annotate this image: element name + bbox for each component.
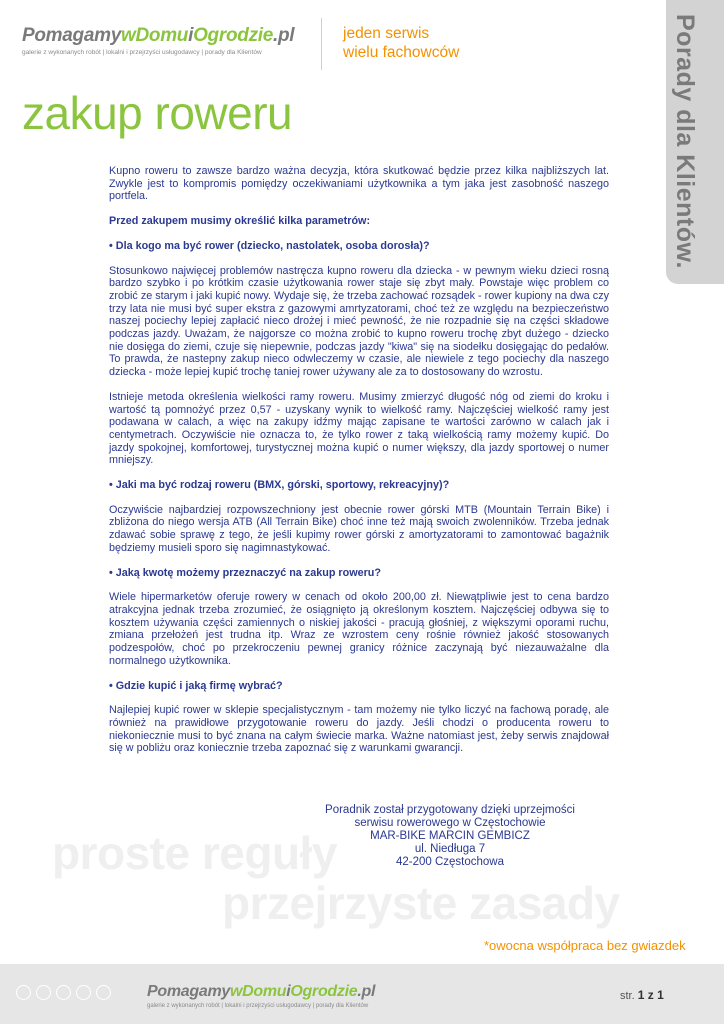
article-body <box>109 165 609 767</box>
paragraph-shop: Najlepiej kupić rower w sklepie specjalistycznym - tam możemy nie tylko liczyć na fachową poradę, ale również na prawidłowe przygotowanie roweru do jazdy. Jeśli chodzi o producenta roweru to niekoniecznie musi to być znana na całym świecie marka. Ważne natomiast jest, żeby serwis znajdował się w pobliżu oraz koniecznie trzeba zapoznać się z warunkami gwarancji. <box>109 704 609 755</box>
closing-line-4: ul. Niedługa 7 <box>414 843 486 855</box>
paragraph-parameters: Przed zakupem musimy określić kilka parametrów: <box>109 215 371 228</box>
page-title: zakup roweru <box>22 87 293 139</box>
header-divider <box>321 18 322 70</box>
closing-line-1: Poradnik został przygotowany dzięki uprzejmości <box>325 804 575 816</box>
slogan-line-2: wielu fachowców <box>343 44 460 61</box>
page-label: str. <box>620 990 635 1002</box>
page-value: 1 z 1 <box>637 988 664 1002</box>
closing-line-3: MAR-BIKE MARCIN GEMBICZ <box>370 830 530 842</box>
paragraph-price: Wiele hipermarketów oferuje rowery w cenach od około 200,00 zł. Niewątpliwie jest to cena bardzo atrakcyjna jednak trzeba zrozumieć, że osiągnięto ją określonym kosztem. Najczęściej odbywa się to kosztem używania części zamiennych o niskiej jakości - pracują głośniej, z większymi oporami ruchu, zmiana przełożeń jest trudna itp. Wraz ze wzrostem ceny rośnie również jakość stosowanych podzespołów, choć po przekroczeniu pewnej granicy różnice zaczynają być niezauważalne dla normalnego użytkownika. <box>109 591 609 667</box>
footer-logo-tagline: galerie z wykonanych robót | lokalni i przejrzyści usługodawcy | porady dla Klientów <box>147 1003 369 1009</box>
slogan-line-1: jeden serwis <box>343 25 430 42</box>
paragraph-children: Stosunkowo najwięcej problemów nastręcza kupno roweru dla dziecka - w pewnym wieku dzieci rosną bardzo szybko i po krótkim czasie użytkowania rower staje się zbyt mały. Powstaje więc problem co zrobić ze starym i jaki kupić nowy. Wydaje się, że trzeba zachować rozsądek - rower kupiony na dwa czy trzy lata nie musi być super ekstra z gazowymi amrtyzatorami, choć też ze względu na bezpieczeństwo naszej pociechy lepiej zapłacić nieco drożej i mieć pewność, że nie rozpadnie się na części składowe podczas jazdy. Uważam, że najgorsze co można zrobić to kupno roweru trochę zbyt dużego - dziecko nie dosięga do ziemi, czuje się niepewnie, podczas jazdy "kiwa" się na siodełku dosięgając do pedałów. To prawda, że nastepny zakup nieco odwleczemy w czasie, ale niewiele z tego pociechy dla naszego dziecka - może lepiej kupić trochę taniej rower używany ale za to dostosowany do wzrostu. <box>109 264 609 379</box>
logo-wordmark: PomagamywDomuiOgrodzie.pl <box>22 25 295 46</box>
side-tab <box>666 0 724 284</box>
bullet-who: • Dla kogo ma być rower (dziecko, nastolatek, osoba dorosła)? <box>109 240 609 253</box>
house-icon <box>56 985 71 1000</box>
paragraph-mtb: Oczywiście najbardziej rozpowszechniony jest obecnie rower górski MTB (Mountain Terrain Bike) i zbliżona do niego wersja ATB (All Terrain Bike) choć inne też mają swoich zwolenników. Trzeba jednak zdawać sobie sprawę z tego, że jeśli kupimy rower górski z amortyzatorami to zamontować bagażnik będziemy musieli sporo się nagimnastykować. <box>109 503 609 554</box>
side-tab-label: Porady dla Klientów. <box>671 14 699 269</box>
footer-logo-wordmark: PomagamywDomuiOgrodzie.pl <box>147 983 376 1000</box>
watermark-line-1: proste reguły <box>52 827 337 879</box>
footer-note: *owocna współpraca bez gwiazdek <box>484 938 686 953</box>
paragraph-intro: Kupno roweru to zawsze bardzo ważna decyzja, która skutkować będzie przez kilka najbliższych lat. Zwykle jest to kompromis pomiędzy oczekiwaniami użytkownika a tym jaka jest zasobność naszego portfela. <box>109 165 609 203</box>
plant-icon <box>76 985 91 1000</box>
bullet-where: • Gdzie kupić i jaką firmę wybrać? <box>109 680 609 693</box>
bullet-budget: • Jaką kwotę możemy przeznaczyć na zakup roweru? <box>109 567 609 580</box>
watermark-line-2: przejrzyste zasady <box>222 877 620 929</box>
header-logo[interactable] <box>22 25 294 56</box>
footer-logo[interactable] <box>147 983 375 1009</box>
logo-tagline: galerie z wykonanych robót | lokalni i przejrzyści usługodawcy | porady dla Klientów <box>22 49 262 56</box>
header-slogan <box>343 24 459 62</box>
page-number <box>620 988 664 1002</box>
closing-line-2: serwisu rowerowego w Częstochowie <box>354 817 546 829</box>
closing-line-5: 42-200 Częstochowa <box>395 856 505 868</box>
brush-icon <box>36 985 51 1000</box>
closing-credits <box>300 804 600 869</box>
footer-icons <box>16 985 116 1005</box>
bullet-type: • Jaki ma być rodzaj roweru (BMX, górski, sportowy, rekreacyjny)? <box>109 479 609 492</box>
wrench-icon <box>96 985 111 1000</box>
paragraph-frame-size: Istnieje metoda określenia wielkości ramy roweru. Musimy zmierzyć długość nóg od ziemi do kroku i wartość tą pomnożyć przez 0,57 - uzyskany wynik to wielkość ramy. Najczęściej wielkość ramy jest podawana w calach, a więc na zakupy idźmy mając zapisane te wartości zarówno w calach jak i centymetrach. Oczywiście nie oznacza to, że tylko rower z taką wielkością ramy możemy kupić. Do jazdy spokojnej, komfortowej, turystycznej można kupić o numer większy, dla jazdy sportowej o numer mniejszy. <box>109 390 609 467</box>
tools-icon <box>16 985 31 1000</box>
